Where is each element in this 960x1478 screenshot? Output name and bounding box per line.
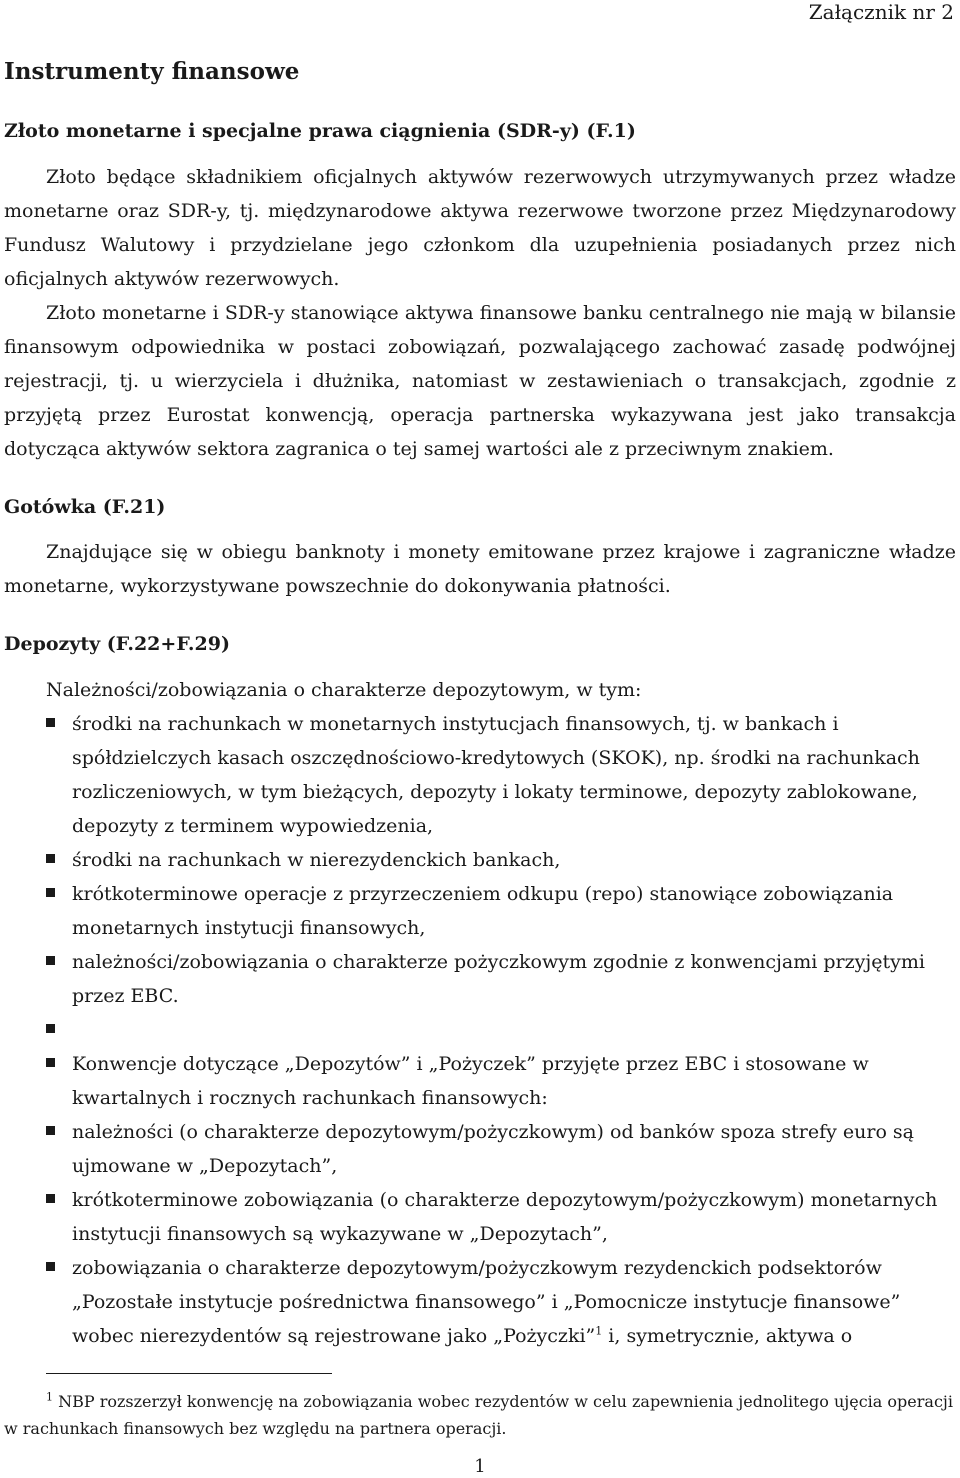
gold-paragraph-2: Złoto monetarne i SDR-y stanowiące aktywa finansowe banku centralnego nie mają w bilansie finansowym odpowiednika w postaci zobowiązań, pozwalającego zachować zasadę podwójnej rejestracji, tj. u wierzyciela i dłużnika, natomiast w zestawieniach o transakcjach, zgodnie z przyjętą przez Eurostat konwencją, operacja partnerska wykazywana jest jako transakcja dotycząca aktywów sektora zagranica o tej samej wartości ale z przeciwnym znakiem.: [4, 302, 956, 460]
footnote-reference[interactable]: 1: [595, 1324, 603, 1338]
annex-label: Załącznik nr 2: [808, 0, 954, 24]
bullet-square-icon: [46, 1024, 55, 1033]
bullet-square-icon: [46, 888, 55, 897]
list-item-text: środki na rachunkach w monetarnych instytucjach finansowych, tj. w bankach i spółdzielczych kasach oszczędnościowo-kredytowych (SKOK), np. środki na rachunkach rozliczeniowych, w tym bieżących, depozyty i lokaty terminowe, depozyty zablokowane, depozyty z terminem wypowiedzenia,: [72, 713, 920, 837]
bullet-square-icon: [46, 1194, 55, 1203]
section-heading-gold: Złoto monetarne i specjalne prawa ciągnienia (SDR-y) (F.1): [4, 120, 636, 142]
page-number: 1: [474, 1456, 486, 1477]
deposits-intro: Należności/zobowiązania o charakterze depozytowym, w tym:: [46, 679, 642, 701]
list-item-text: środki na rachunkach w nierezydenckich bankach,: [72, 849, 561, 871]
footnote-mark: 1: [46, 1390, 53, 1404]
list-item: [4, 945, 956, 1013]
bullet-square-icon: [46, 718, 55, 727]
list-item: [4, 1183, 956, 1251]
list-item-text: krótkoterminowe zobowiązania (o charakterze depozytowym/pożyczkowym) monetarnych instytucji finansowych są wykazywane w „Depozytach”,: [72, 1189, 938, 1245]
list-item: [4, 707, 956, 843]
section-heading-cash: Gotówka (F.21): [4, 496, 166, 518]
list-item: [4, 1251, 956, 1353]
footnote-text: NBP rozszerzył konwencję na zobowiązania wobec rezydentów w celu zapewnienia jednolitego ujęcia operacji w rachunkach finansowych bez względu na partnera operacji.: [4, 1392, 953, 1438]
list-item-text-b: i, symetrycznie, aktywa o: [602, 1325, 853, 1347]
list-item-text: Konwencje dotyczące „Depozytów” i „Pożyczek” przyjęte przez EBC i stosowane w kwartalnych i rocznych rachunkach finansowych:: [72, 1053, 869, 1109]
document-title: Instrumenty finansowe: [4, 58, 300, 85]
footnote: [4, 1388, 956, 1442]
list-item: [4, 877, 956, 945]
list-item-text-a: zobowiązania o charakterze depozytowym/pożyczkowym rezydenckich podsektorów „Pozostałe instytucje pośrednictwa finansowego” i „Pomocnicze instytucje finansowe” wobec nierezydentów są rejestrowane jako „Pożyczki”: [72, 1257, 901, 1347]
list-item-text: krótkoterminowe operacje z przyrzeczeniem odkupu (repo) stanowiące zobowiązania monetarnych instytucji finansowych,: [72, 883, 894, 939]
list-item-empty: [4, 1013, 956, 1047]
bullet-square-icon: [46, 854, 55, 863]
list-item: [4, 1047, 956, 1115]
list-item-text: należności/zobowiązania o charakterze pożyczkowym zgodnie z konwencjami przyjętymi przez EBC.: [72, 951, 925, 1007]
bullet-square-icon: [46, 1262, 55, 1271]
cash-paragraph: Znajdujące się w obiegu banknoty i monety emitowane przez krajowe i zagraniczne władze monetarne, wykorzystywane powszechnie do dokonywania płatności.: [4, 541, 956, 597]
section-heading-deposits: Depozyty (F.22+F.29): [4, 633, 230, 655]
list-item: [4, 1115, 956, 1183]
footnote-separator: [46, 1373, 332, 1374]
deposits-bullet-list: [4, 707, 956, 1353]
gold-paragraph-1: Złoto będące składnikiem oficjalnych aktywów rezerwowych utrzymywanych przez władze monetarne oraz SDR-y, tj. międzynarodowe aktywa rezerwowe tworzone przez Międzynarodowy Fundusz Walutowy i przydzielane jego członkom dla uzupełnienia posiadanych przez nich oficjalnych aktywów rezerwowych.: [4, 166, 956, 290]
bullet-square-icon: [46, 1058, 55, 1067]
bullet-square-icon: [46, 1126, 55, 1135]
bullet-square-icon: [46, 956, 55, 965]
list-item-text: należności (o charakterze depozytowym/pożyczkowym) od banków spoza strefy euro są ujmowane w „Depozytach”,: [72, 1121, 915, 1177]
list-item: [4, 843, 956, 877]
